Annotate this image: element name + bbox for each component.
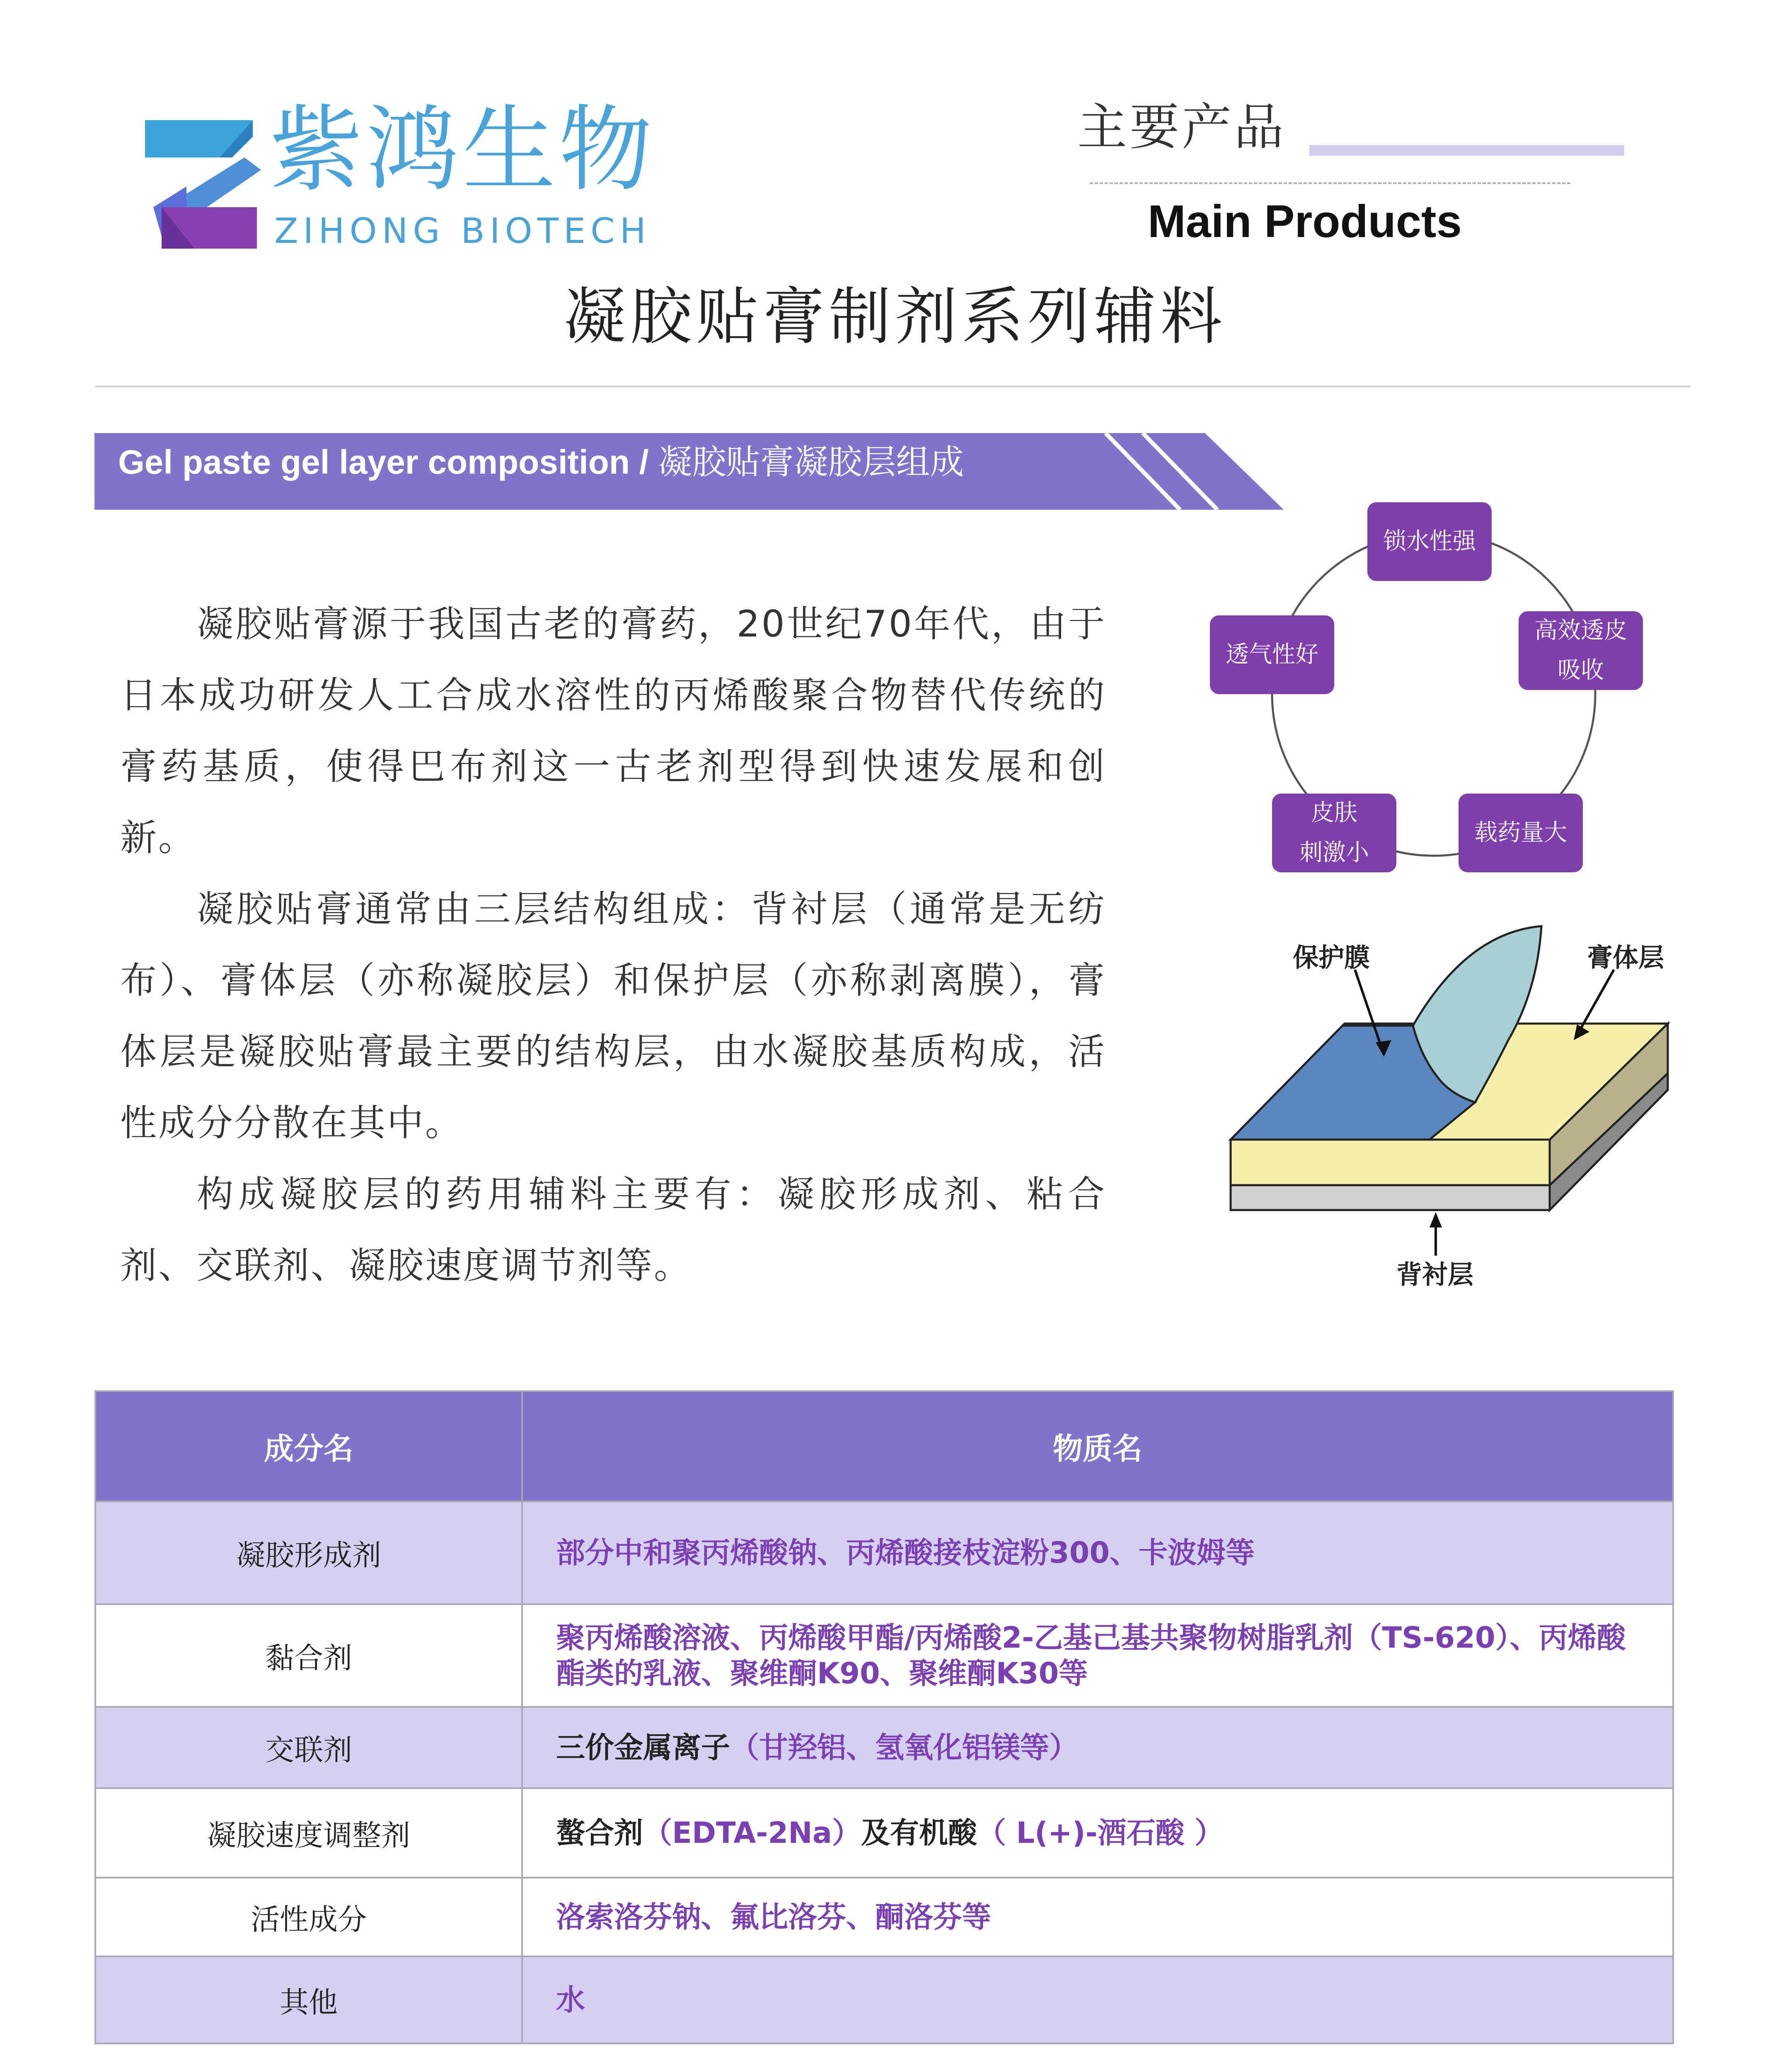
section-title bbox=[118, 443, 964, 482]
table-row bbox=[95, 1878, 1673, 1956]
main-products-bar bbox=[1309, 145, 1624, 156]
feature-transdermal-line1: 高效透皮 bbox=[1534, 617, 1627, 644]
row-value-part: （ L(+)-酒石酸 ） bbox=[977, 1816, 1224, 1850]
feature-low-irritation-line1: 皮肤 bbox=[1311, 799, 1357, 826]
section-title-en: Gel paste gel layer composition / bbox=[118, 443, 658, 481]
layer-structure-illustration bbox=[1218, 920, 1678, 1301]
logo-name-en: ZIHONG BIOTECH bbox=[274, 211, 651, 251]
feature-transdermal bbox=[1519, 611, 1643, 690]
company-logo bbox=[137, 112, 261, 253]
row-name: 活性成分 bbox=[95, 1878, 522, 1956]
header-component: 成分名 bbox=[95, 1391, 522, 1501]
row-value: 部分中和聚丙烯酸钠、丙烯酸接枝淀粉300、卡波姆等 bbox=[522, 1501, 1673, 1604]
row-value: 洛索洛芬钠、氟比洛芬、酮洛芬等 bbox=[522, 1878, 1673, 1956]
feature-low-irritation-line2: 刺激小 bbox=[1299, 839, 1369, 866]
row-value-part: （EDTA-2Na） bbox=[643, 1816, 861, 1850]
row-name: 其他 bbox=[95, 1956, 522, 2043]
label-backing-layer: 背衬层 bbox=[1396, 1259, 1474, 1290]
row-name: 黏合剂 bbox=[95, 1604, 522, 1707]
composition-table bbox=[94, 1390, 1674, 2044]
row-value bbox=[522, 1604, 1673, 1707]
title-divider bbox=[95, 385, 1691, 387]
feature-low-irritation bbox=[1272, 794, 1396, 872]
intro-text bbox=[120, 588, 1106, 1301]
page-title: 凝胶贴膏制剂系列辅料 bbox=[563, 281, 1226, 353]
intro-paragraph-2: 凝胶贴膏通常由三层结构组成：背衬层（通常是无纺布）、膏体层（亦称凝胶层）和保护层（亦称剥离膜），膏体层是凝胶贴膏最主要的结构层，由水凝胶基质构成，活性成分分散在其中。 bbox=[120, 888, 1106, 1144]
feature-high-loading: 载药量大 bbox=[1459, 794, 1583, 872]
row-value-line1: 聚丙烯酸溶液、丙烯酸甲酯/丙烯酸2-乙基己基共聚物树脂乳剂（TS-620）、丙烯酸 bbox=[556, 1621, 1626, 1655]
row-value-part: 螯合剂 bbox=[556, 1816, 643, 1850]
label-protective-film: 保护膜 bbox=[1293, 942, 1370, 973]
feature-transdermal-line2: 吸收 bbox=[1558, 657, 1604, 684]
table-header-row bbox=[95, 1391, 1673, 1501]
row-value-line2: 酯类的乳液、聚维酮K90、聚维酮K30等 bbox=[556, 1656, 1088, 1690]
row-value-part: 三价金属离子 bbox=[556, 1731, 730, 1765]
header-substance: 物质名 bbox=[522, 1391, 1673, 1501]
label-paste-layer: 膏体层 bbox=[1587, 942, 1664, 973]
table-row bbox=[95, 1707, 1673, 1788]
main-products-en: Main Products bbox=[1148, 196, 1462, 247]
row-value-part: 及有机酸 bbox=[861, 1816, 977, 1850]
row-value bbox=[522, 1707, 1673, 1788]
row-value-part: （甘羟铝、氢氧化铝镁等） bbox=[730, 1731, 1078, 1765]
intro-paragraph-1: 凝胶贴膏源于我国古老的膏药，20世纪70年代，由于日本成功研发人工合成水溶性的丙烯酸聚合物替代传统的膏药基质，使得巴布剂这一古老剂型得到快速发展和创新。 bbox=[120, 603, 1106, 859]
section-title-zh: 凝胶贴膏凝胶层组成 bbox=[658, 443, 964, 482]
main-products-zh: 主要产品 bbox=[1077, 99, 1286, 156]
feature-breathable: 透气性好 bbox=[1210, 615, 1334, 694]
table-row bbox=[95, 1788, 1673, 1878]
row-value bbox=[522, 1788, 1673, 1878]
row-name: 凝胶速度调整剂 bbox=[95, 1788, 522, 1878]
dashed-divider bbox=[1090, 182, 1570, 184]
feature-lock-water: 锁水性强 bbox=[1367, 502, 1492, 581]
row-value: 水 bbox=[522, 1956, 1673, 2043]
table-row bbox=[95, 1956, 1673, 2043]
table-row bbox=[95, 1501, 1673, 1604]
logo-name-zh: 紫鸿生物 bbox=[269, 96, 656, 204]
table-row bbox=[95, 1604, 1673, 1707]
feature-cycle-diagram bbox=[1202, 497, 1666, 891]
row-name: 凝胶形成剂 bbox=[95, 1501, 522, 1604]
intro-paragraph-3: 构成凝胶层的药用辅料主要有：凝胶形成剂、粘合剂、交联剂、凝胶速度调节剂等。 bbox=[120, 1173, 1106, 1287]
row-name: 交联剂 bbox=[95, 1707, 522, 1788]
